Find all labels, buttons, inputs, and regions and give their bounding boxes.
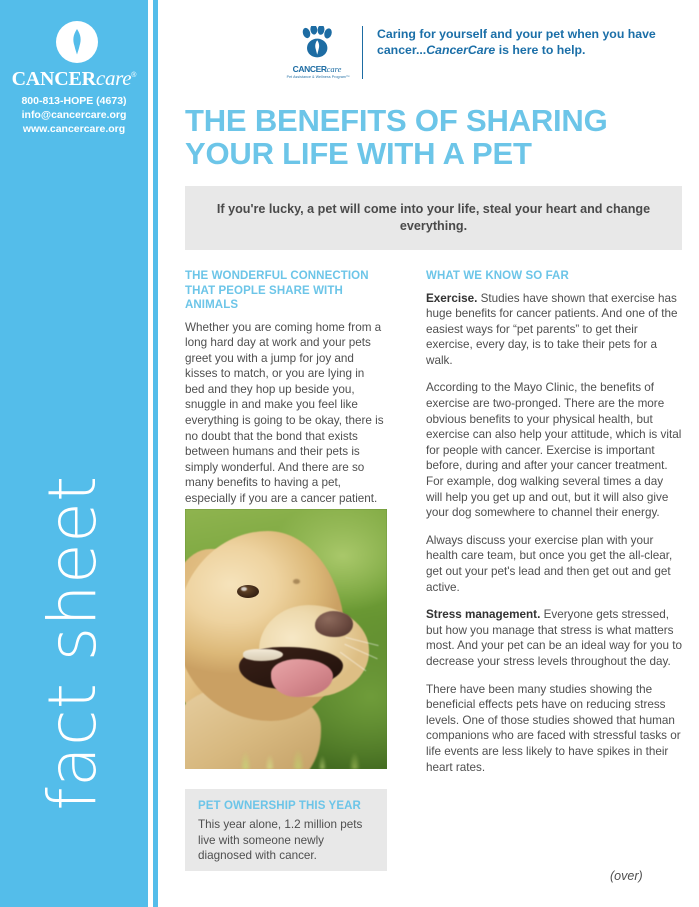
- discuss-plan-paragraph: Always discuss your exercise plan with your health care team, but once you get the all-clear, get out your pet's lead and then get out and get active.: [426, 533, 673, 594]
- stat-box-text: This year alone, 1.2 million pets live with someone newly diagnosed with cancer.: [198, 818, 363, 863]
- right-column-body: [426, 291, 682, 776]
- phone-number[interactable]: 800-813-HOPE (4673): [21, 95, 127, 107]
- email-address[interactable]: info@cancercare.org: [21, 109, 127, 121]
- contact-info: [0, 94, 148, 136]
- sidebar-accent-rule: [153, 0, 158, 907]
- right-content-column: [426, 269, 682, 775]
- photo-dog-eye-highlight: [241, 587, 247, 591]
- fact-sheet-vertical-label: fact sheet: [34, 475, 111, 811]
- golden-retriever-photo: [185, 509, 387, 769]
- website-url[interactable]: www.cancercare.org: [22, 123, 126, 135]
- right-column-heading: WHAT WE KNOW SO FAR: [426, 270, 569, 282]
- left-column-body: [185, 320, 387, 507]
- over-footer-label: (over): [610, 869, 643, 883]
- exercise-body-text: Studies have shown that exercise has huge benefits for cancer patients. And one of the easiest ways for “pet parents” to get their exercise, every day, is to take their pets for a walk.: [426, 291, 678, 367]
- pet-program-wordmark: [286, 65, 348, 74]
- mayo-clinic-paragraph: According to the Mayo Clinic, the benefits of exercise are two-pronged. There are the more obvious benefits to your physical health, but exercise can also help your attitude, which is vital for people with cancer. Exercise is important before, during and after your cancer treatment. For example, dog walking several times a day will help you get up and out, but it will also give your dog somewhere to channel their energy.: [426, 381, 682, 520]
- wordmark-care: care: [95, 66, 132, 90]
- page-title: THE BENEFITS OF SHARING YOUR LIFE WITH A PET: [185, 103, 608, 171]
- tagline-text-part1: Caring for yourself and your pet when you have cancer...: [377, 27, 656, 57]
- stress-lead-in: Stress management.: [426, 608, 541, 622]
- registered-mark: ®: [131, 72, 137, 79]
- studies-paragraph: There have been many studies showing the beneficial effects pets have on reducing stress levels. One of those studies showed that human companions who are faced with stressful tasks or life events are less likely to have spikes in their heart rates.: [426, 682, 681, 774]
- stress-body-text: Everyone gets stressed, but how you manage that stress is what matters most. And your pet can be an ideal way for you to decrease your stress levels throughout the day.: [426, 608, 682, 668]
- pet-wordmark-cancer: CANCER: [292, 64, 327, 74]
- header-vertical-divider: [362, 26, 363, 79]
- tagline-text-part2: is here to help.: [495, 43, 586, 57]
- exercise-paragraph: [426, 291, 682, 369]
- left-column-paragraph: Whether you are coming home from a long hard day at work and your pets greet you with a jump for joy and kisses to match, or you are lying in bed and they hop up beside you, snuggle in and make you feel like everything is going to be okay, there is no doubt that the bond that exists between humans and their pets is simply wonderful. And there are so many benefits to having a pet, especially if you are a cancer patient.: [185, 320, 384, 506]
- flame-in-circle-logo-icon: [56, 21, 98, 63]
- stress-paragraph: [426, 607, 682, 669]
- header-tagline: [377, 24, 677, 58]
- left-content-column: [185, 269, 387, 507]
- left-column-heading: THE WONDERFUL CONNECTION THAT PEOPLE SHARE WITH ANIMALS: [185, 270, 369, 311]
- left-sidebar: [0, 0, 148, 907]
- program-header: [286, 24, 677, 79]
- tagline-brand: CancerCare: [426, 43, 496, 57]
- pet-ownership-stat-box: [185, 789, 387, 871]
- pet-program-subtitle: Pet Assistance & Wellness Program™: [286, 74, 350, 79]
- photo-dog-nose: [315, 611, 353, 637]
- photo-dog-brow: [293, 579, 300, 584]
- exercise-lead-in: Exercise.: [426, 291, 478, 305]
- photo-dog-eye: [237, 585, 259, 598]
- pet-program-logo: [286, 24, 348, 79]
- wordmark-cancer: CANCER: [11, 68, 96, 90]
- stat-box-heading: PET OWNERSHIP THIS YEAR: [198, 800, 361, 812]
- paw-print-icon: [286, 26, 348, 63]
- pull-quote-text: If you're lucky, a pet will come into your life, steal your heart and change everything.: [216, 202, 651, 233]
- photo-grass-foreground: [185, 677, 387, 769]
- pull-quote-band: [185, 186, 682, 250]
- cancercare-wordmark: [0, 68, 148, 89]
- pet-wordmark-care: care: [326, 64, 342, 74]
